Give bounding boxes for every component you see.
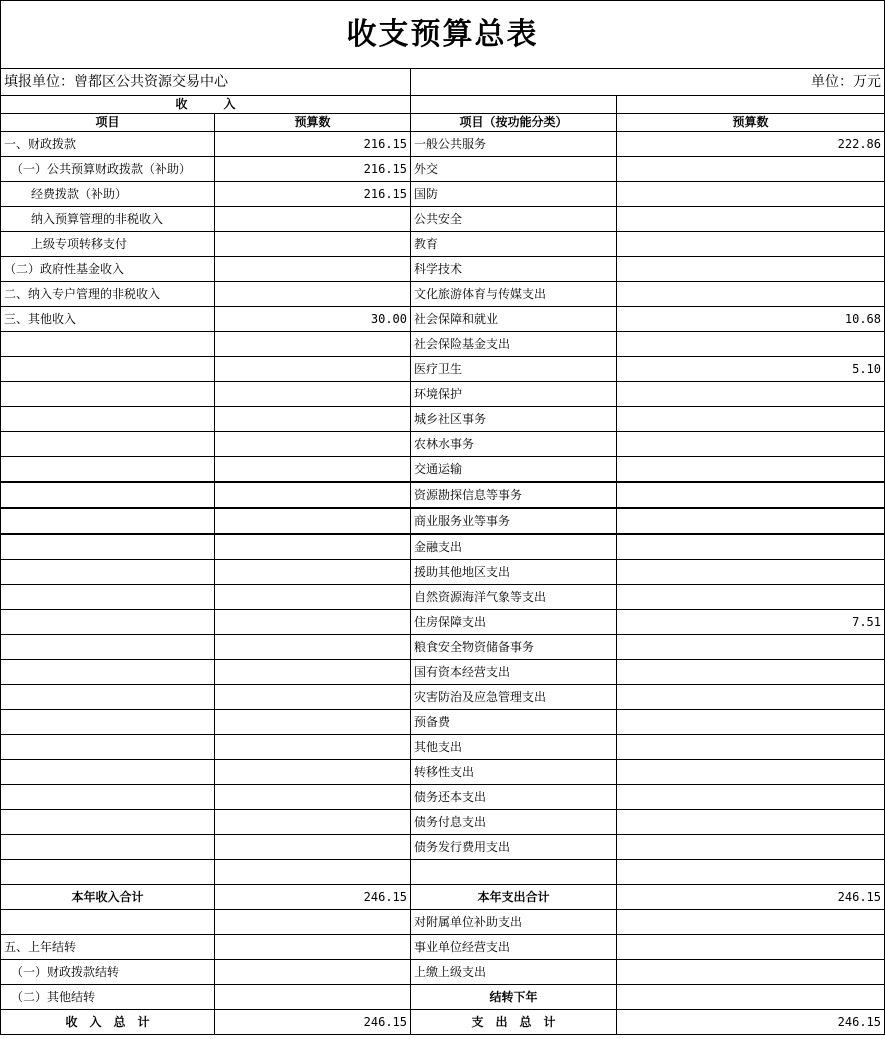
income-amount: 216.15 xyxy=(215,182,411,207)
expense-item: 科学技术 xyxy=(411,257,617,282)
income-item xyxy=(1,508,215,534)
income-year-total-label: 本年收入合计 xyxy=(1,885,215,910)
income-item xyxy=(1,432,215,457)
income-item: （一）财政拨款结转 xyxy=(1,960,215,985)
table-row xyxy=(1,182,885,207)
table-row xyxy=(1,207,885,232)
table-row xyxy=(1,132,885,157)
expense-amount xyxy=(617,457,885,483)
expense-amount xyxy=(617,332,885,357)
expense-amount xyxy=(617,382,885,407)
expense-amount xyxy=(617,685,885,710)
expense-amount xyxy=(617,585,885,610)
expense-item: 转移性支出 xyxy=(411,760,617,785)
income-amount xyxy=(215,257,411,282)
income-amount xyxy=(215,232,411,257)
expense-amount xyxy=(617,482,885,508)
income-amount xyxy=(215,660,411,685)
table-row xyxy=(1,785,885,810)
income-item xyxy=(1,332,215,357)
income-amount xyxy=(215,357,411,382)
expense-item: 住房保障支出 xyxy=(411,610,617,635)
income-item xyxy=(1,610,215,635)
expense-amount xyxy=(617,860,885,885)
income-amount xyxy=(215,960,411,985)
table-row xyxy=(1,660,885,685)
income-item xyxy=(1,835,215,860)
grand-total-row xyxy=(1,1010,885,1035)
table-row xyxy=(1,432,885,457)
income-item: 上级专项转移支付 xyxy=(1,232,215,257)
table-row xyxy=(1,508,885,534)
expense-item: 债务付息支出 xyxy=(411,810,617,835)
table-row xyxy=(1,760,885,785)
expense-item: 自然资源海洋气象等支出 xyxy=(411,585,617,610)
expense-amount: 222.86 xyxy=(617,132,885,157)
table-row xyxy=(1,910,885,935)
expense-amount xyxy=(617,157,885,182)
income-item: 二、纳入专户管理的非税收入 xyxy=(1,282,215,307)
expense-amount xyxy=(617,660,885,685)
expense-year-total-label: 本年支出合计 xyxy=(411,885,617,910)
table-row xyxy=(1,332,885,357)
expense-amount xyxy=(617,735,885,760)
expense-item: 对附属单位补助支出 xyxy=(411,910,617,935)
income-grand-total-label: 收 入 总 计 xyxy=(1,1010,215,1035)
table-row xyxy=(1,232,885,257)
blank-cell xyxy=(617,96,885,114)
expense-amount xyxy=(617,257,885,282)
table-row xyxy=(1,985,885,1010)
expense-amount xyxy=(617,960,885,985)
expense-amount xyxy=(617,635,885,660)
income-grand-total: 246.15 xyxy=(215,1010,411,1035)
table-row xyxy=(1,382,885,407)
table-row xyxy=(1,257,885,282)
expense-item: 交通运输 xyxy=(411,457,617,483)
expense-amount xyxy=(617,182,885,207)
income-amount xyxy=(215,710,411,735)
expense-item: 事业单位经营支出 xyxy=(411,935,617,960)
table-row xyxy=(1,585,885,610)
table-row xyxy=(1,534,885,560)
income-amount-header: 预算数 xyxy=(215,114,411,132)
income-item: 三、其他收入 xyxy=(1,307,215,332)
income-item: （二）政府性基金收入 xyxy=(1,257,215,282)
expense-item: 债务还本支出 xyxy=(411,785,617,810)
expense-item: 社会保障和就业 xyxy=(411,307,617,332)
expense-grand-total-label: 支 出 总 计 xyxy=(411,1010,617,1035)
table-row xyxy=(1,610,885,635)
expense-amount: 7.51 xyxy=(617,610,885,635)
expense-amount xyxy=(617,935,885,960)
year-total-row xyxy=(1,885,885,910)
income-amount xyxy=(215,282,411,307)
table-row xyxy=(1,860,885,885)
income-item xyxy=(1,635,215,660)
expense-item: 商业服务业等事务 xyxy=(411,508,617,534)
expense-item: 预备费 xyxy=(411,710,617,735)
expense-amount xyxy=(617,785,885,810)
income-amount xyxy=(215,207,411,232)
expense-amount xyxy=(617,207,885,232)
income-item xyxy=(1,685,215,710)
expense-amount: 5.10 xyxy=(617,357,885,382)
page-title: 收支预算总表 xyxy=(1,1,885,69)
income-amount: 30.00 xyxy=(215,307,411,332)
table-row xyxy=(1,560,885,585)
expense-item: 粮食安全物资储备事务 xyxy=(411,635,617,660)
expense-item: 上缴上级支出 xyxy=(411,960,617,985)
expense-amount xyxy=(617,232,885,257)
expense-item: 教育 xyxy=(411,232,617,257)
income-amount xyxy=(215,760,411,785)
income-item xyxy=(1,860,215,885)
income-amount xyxy=(215,457,411,483)
table-row xyxy=(1,307,885,332)
income-item: 经费拨款（补助） xyxy=(1,182,215,207)
expense-item xyxy=(411,860,617,885)
expense-amount xyxy=(617,760,885,785)
income-amount xyxy=(215,685,411,710)
income-amount xyxy=(215,735,411,760)
income-item: 一、财政拨款 xyxy=(1,132,215,157)
income-item xyxy=(1,457,215,483)
table-row xyxy=(1,685,885,710)
expense-amount xyxy=(617,835,885,860)
income-amount: 216.15 xyxy=(215,157,411,182)
blank-cell xyxy=(411,96,617,114)
income-amount xyxy=(215,432,411,457)
expense-amount: 10.68 xyxy=(617,307,885,332)
expense-grand-total: 246.15 xyxy=(617,1010,885,1035)
income-item: （二）其他结转 xyxy=(1,985,215,1010)
expense-amount xyxy=(617,282,885,307)
table-row xyxy=(1,960,885,985)
table-row xyxy=(1,735,885,760)
expense-item-header: 项目（按功能分类） xyxy=(411,114,617,132)
expense-item: 外交 xyxy=(411,157,617,182)
income-amount xyxy=(215,835,411,860)
expense-item: 资源勘探信息等事务 xyxy=(411,482,617,508)
table-row xyxy=(1,357,885,382)
expense-amount xyxy=(617,508,885,534)
expense-item: 环境保护 xyxy=(411,382,617,407)
income-item xyxy=(1,810,215,835)
income-item: （一）公共预算财政拨款（补助） xyxy=(1,157,215,182)
income-item xyxy=(1,560,215,585)
expense-item: 社会保险基金支出 xyxy=(411,332,617,357)
expense-item: 债务发行费用支出 xyxy=(411,835,617,860)
income-item xyxy=(1,482,215,508)
expense-item: 城乡社区事务 xyxy=(411,407,617,432)
expense-item: 医疗卫生 xyxy=(411,357,617,382)
expense-year-total: 246.15 xyxy=(617,885,885,910)
income-item: 五、上年结转 xyxy=(1,935,215,960)
table-row xyxy=(1,482,885,508)
expense-amount xyxy=(617,432,885,457)
table-row xyxy=(1,635,885,660)
income-amount xyxy=(215,382,411,407)
income-amount: 216.15 xyxy=(215,132,411,157)
income-amount xyxy=(215,635,411,660)
income-amount xyxy=(215,407,411,432)
income-item xyxy=(1,382,215,407)
expense-amount xyxy=(617,810,885,835)
table-row xyxy=(1,407,885,432)
income-item xyxy=(1,785,215,810)
expense-amount xyxy=(617,710,885,735)
income-item xyxy=(1,710,215,735)
table-row xyxy=(1,835,885,860)
expense-amount xyxy=(617,910,885,935)
income-item xyxy=(1,407,215,432)
unit-label: 单位：万元 xyxy=(411,69,885,96)
table-row xyxy=(1,710,885,735)
income-amount xyxy=(215,534,411,560)
income-amount xyxy=(215,785,411,810)
income-item xyxy=(1,534,215,560)
income-amount xyxy=(215,508,411,534)
reporting-unit: 填报单位：曾都区公共资源交易中心 xyxy=(1,69,411,96)
income-item xyxy=(1,735,215,760)
income-item-header: 项目 xyxy=(1,114,215,132)
table-row xyxy=(1,282,885,307)
expense-item: 公共安全 xyxy=(411,207,617,232)
expense-item: 灾害防治及应急管理支出 xyxy=(411,685,617,710)
expense-item: 农林水事务 xyxy=(411,432,617,457)
income-item xyxy=(1,910,215,935)
income-amount xyxy=(215,332,411,357)
expense-item: 金融支出 xyxy=(411,534,617,560)
income-amount xyxy=(215,482,411,508)
income-amount xyxy=(215,610,411,635)
expense-item: 国防 xyxy=(411,182,617,207)
income-amount xyxy=(215,810,411,835)
income-amount xyxy=(215,935,411,960)
expense-amount xyxy=(617,560,885,585)
expense-amount xyxy=(617,985,885,1010)
table-row xyxy=(1,810,885,835)
income-item xyxy=(1,585,215,610)
income-section-header: 收 入 xyxy=(1,96,411,114)
income-item xyxy=(1,760,215,785)
expense-item: 文化旅游体育与传媒支出 xyxy=(411,282,617,307)
table-row xyxy=(1,935,885,960)
expense-item: 结转下年 xyxy=(411,985,617,1010)
income-item xyxy=(1,660,215,685)
table-row xyxy=(1,157,885,182)
income-year-total: 246.15 xyxy=(215,885,411,910)
expense-amount xyxy=(617,534,885,560)
income-item: 纳入预算管理的非税收入 xyxy=(1,207,215,232)
income-amount xyxy=(215,860,411,885)
table-row xyxy=(1,457,885,483)
income-item xyxy=(1,357,215,382)
income-amount xyxy=(215,910,411,935)
expense-amount xyxy=(617,407,885,432)
expense-item: 援助其他地区支出 xyxy=(411,560,617,585)
expense-item: 国有资本经营支出 xyxy=(411,660,617,685)
income-amount xyxy=(215,560,411,585)
expense-item: 一般公共服务 xyxy=(411,132,617,157)
income-amount xyxy=(215,585,411,610)
expense-item: 其他支出 xyxy=(411,735,617,760)
expense-amount-header: 预算数 xyxy=(617,114,885,132)
income-amount xyxy=(215,985,411,1010)
